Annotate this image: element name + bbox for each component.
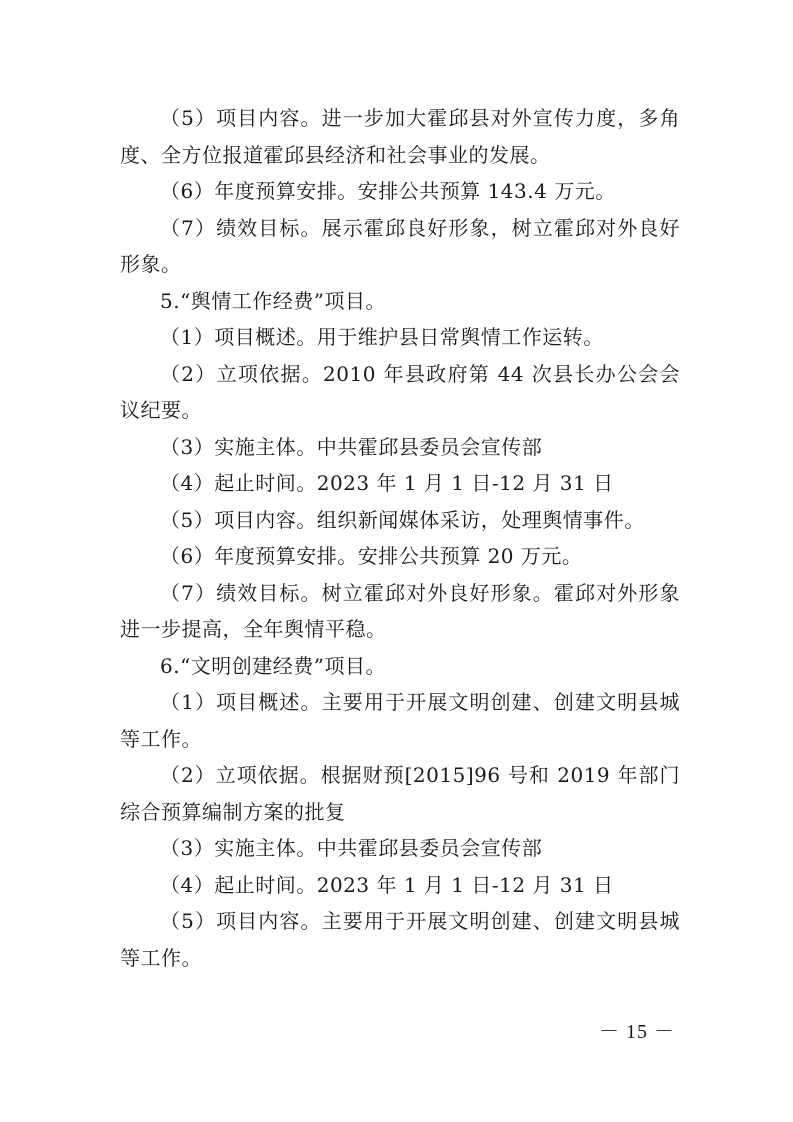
paragraph: （7）绩效目标。树立霍邱对外良好形象。霍邱对外形象进一步提高，全年舆情平稳。 [120, 580, 680, 641]
page-number: － 15 － [599, 1021, 675, 1043]
paragraph: （2）立项依据。2010 年县政府第 44 次县长办公会会议纪要。 [120, 361, 680, 422]
paragraph: （4）起止时间。2023 年 1 月 1 日-12 月 31 日 [160, 471, 614, 495]
paragraph: （6）年度预算安排。安排公共预算 143.4 万元。 [160, 179, 616, 203]
paragraph: （7）绩效目标。展示霍邱良好形象，树立霍邱对外良好形象。 [120, 215, 680, 276]
paragraph: （1）项目概述。用于维护县日常舆情工作运转。 [160, 325, 604, 349]
paragraph: （5）项目内容。组织新闻媒体采访，处理舆情事件。 [160, 507, 645, 532]
paragraph: （2）立项依据。根据财预[2015]96 号和 2019 年部门综合预算编制方案的批复 [120, 763, 680, 824]
paragraph: （3）实施主体。中共霍邱县委员会宣传部 [160, 434, 543, 459]
document-body [120, 100, 680, 976]
paragraph: （4）起止时间。2023 年 1 月 1 日-12 月 31 日 [160, 872, 614, 897]
paragraph: （5）项目内容。主要用于开展文明创建、创建文明县城等工作。 [120, 909, 680, 970]
paragraph: （1）项目概述。主要用于开展文明创建、创建文明县城等工作。 [120, 690, 680, 751]
section-heading: 6.“文明创建经费”项目。 [160, 653, 387, 678]
paragraph: （3）实施主体。中共霍邱县委员会宣传部 [160, 836, 543, 860]
section-heading: 5.“舆情工作经费”项目。 [160, 288, 387, 313]
paragraph: （6）年度预算安排。安排公共预算 20 万元。 [160, 544, 583, 568]
paragraph: （5）项目内容。进一步加大霍邱县对外宣传力度，多角度、全方位报道霍邱县经济和社会事业的发展。 [120, 106, 680, 167]
